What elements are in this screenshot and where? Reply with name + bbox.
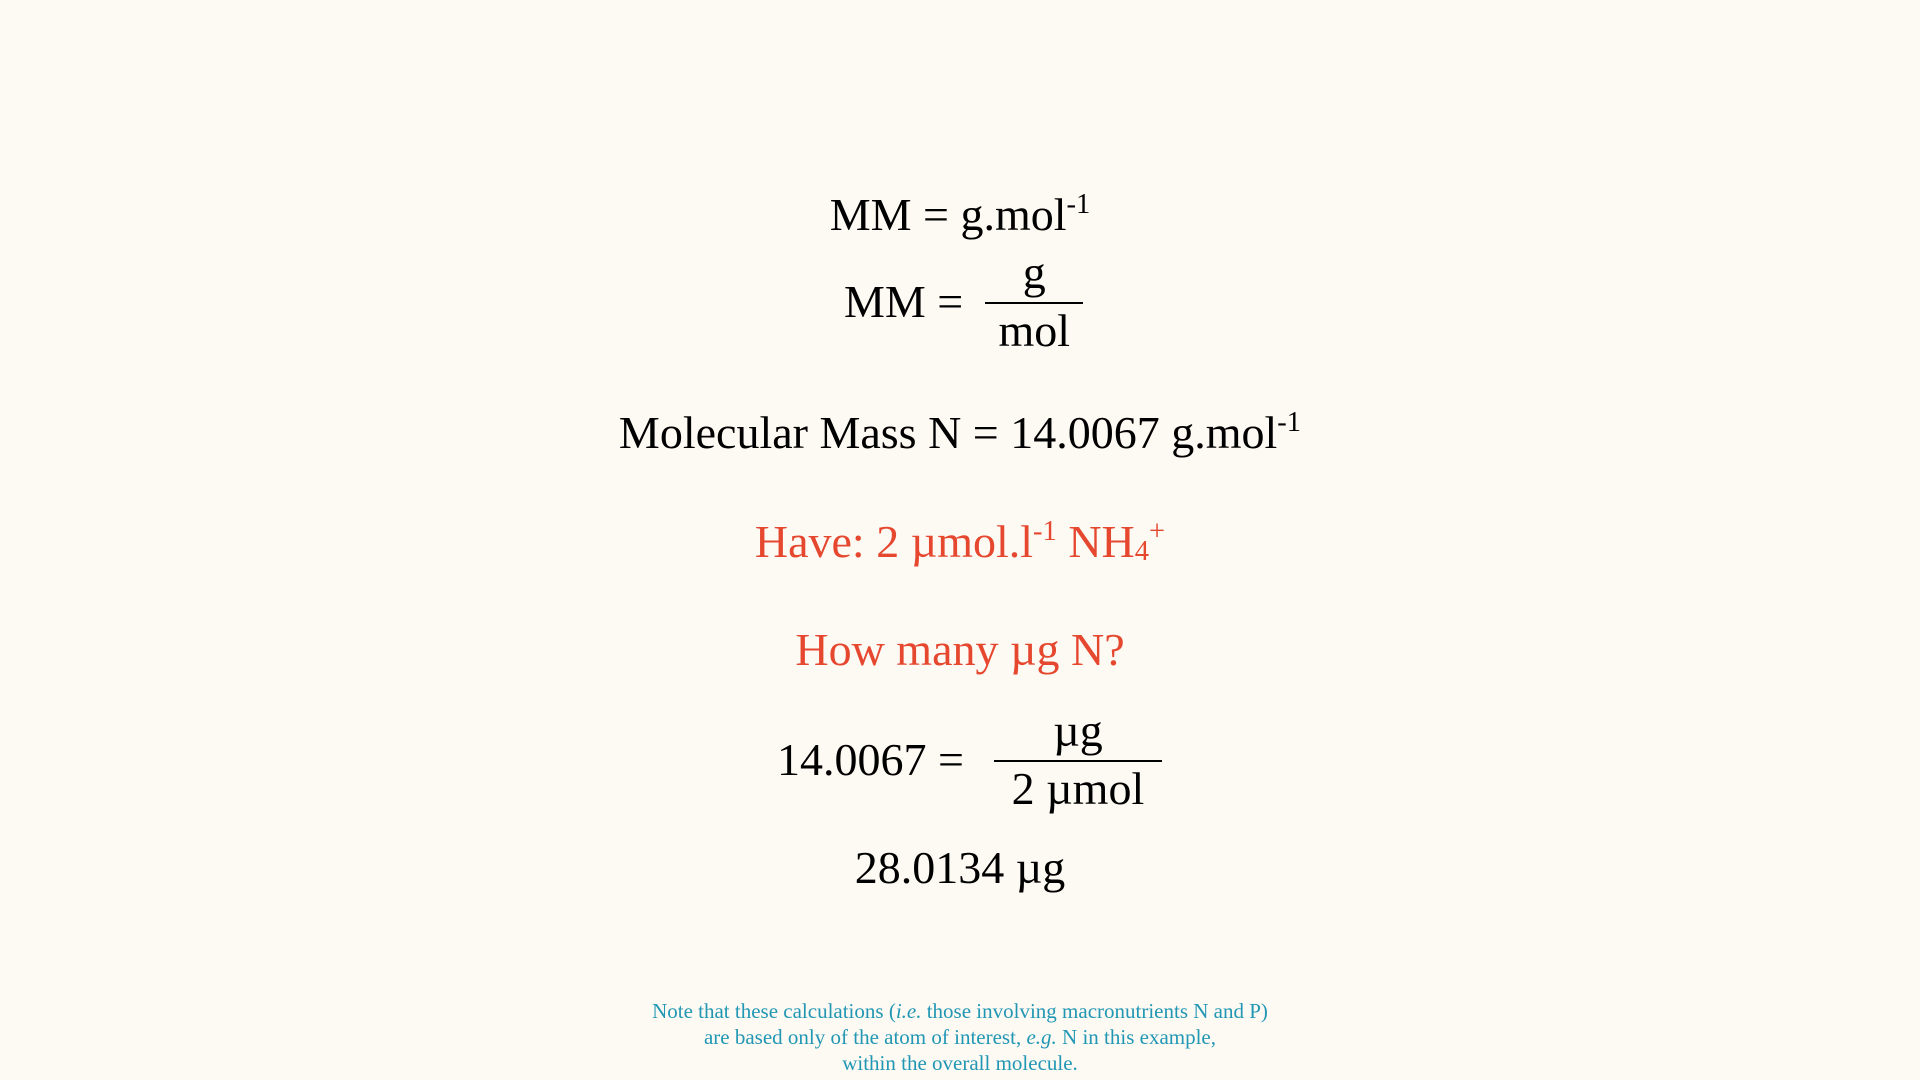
footnote-line-1	[0, 998, 1920, 1024]
molar-mass-denominator: mol	[998, 305, 1071, 356]
given-quantity-formula: NH	[1056, 516, 1135, 567]
molar-mass-definition	[0, 189, 1920, 240]
molar-mass-numerator: g	[1022, 247, 1046, 298]
calculation-denominator: 2 µmol	[1011, 763, 1145, 814]
given-quantity-exponent: -1	[1033, 516, 1057, 548]
given-quantity-subscript: 4	[1134, 536, 1150, 568]
given-quantity-charge: +	[1149, 516, 1166, 548]
footnote	[0, 998, 1920, 1076]
molecular-mass-n-exponent: -1	[1277, 407, 1302, 439]
footnote-ie: i.e.	[895, 999, 922, 1023]
molecular-mass-n	[0, 407, 1920, 458]
molar-mass-fraction-frac	[985, 247, 1083, 356]
footnote-line-2-b: N in this example,	[1056, 1025, 1217, 1049]
calculation-numerator: µg	[1053, 705, 1103, 756]
footnote-line-1-a: Note that these calculations (	[652, 999, 896, 1023]
footnote-line-1-b: those involving macronutrients N and P)	[921, 999, 1268, 1023]
given-quantity	[0, 516, 1920, 568]
molar-mass-fraction	[844, 247, 1083, 356]
footnote-line-3: within the overall molecule.	[842, 1051, 1078, 1075]
molar-mass-definition-text: MM = g.mol	[829, 189, 1067, 240]
calculation-lhs: 14.0067 =	[777, 734, 964, 785]
footnote-line-2	[0, 1024, 1920, 1050]
result: 28.0134 µg	[854, 842, 1066, 893]
calculation-frac	[994, 705, 1162, 814]
molar-mass-fraction-lhs: MM =	[844, 276, 964, 327]
calculation	[777, 705, 1162, 814]
molar-mass-definition-exponent: -1	[1066, 189, 1091, 221]
given-quantity-prefix: Have: 2 µmol.l	[754, 516, 1034, 567]
question: How many µg N?	[795, 624, 1125, 675]
molecular-mass-n-text: Molecular Mass N = 14.0067 g.mol	[618, 407, 1278, 458]
footnote-line-2-a: are based only of the atom of interest,	[703, 1025, 1027, 1049]
footnote-eg: e.g.	[1026, 1025, 1057, 1049]
